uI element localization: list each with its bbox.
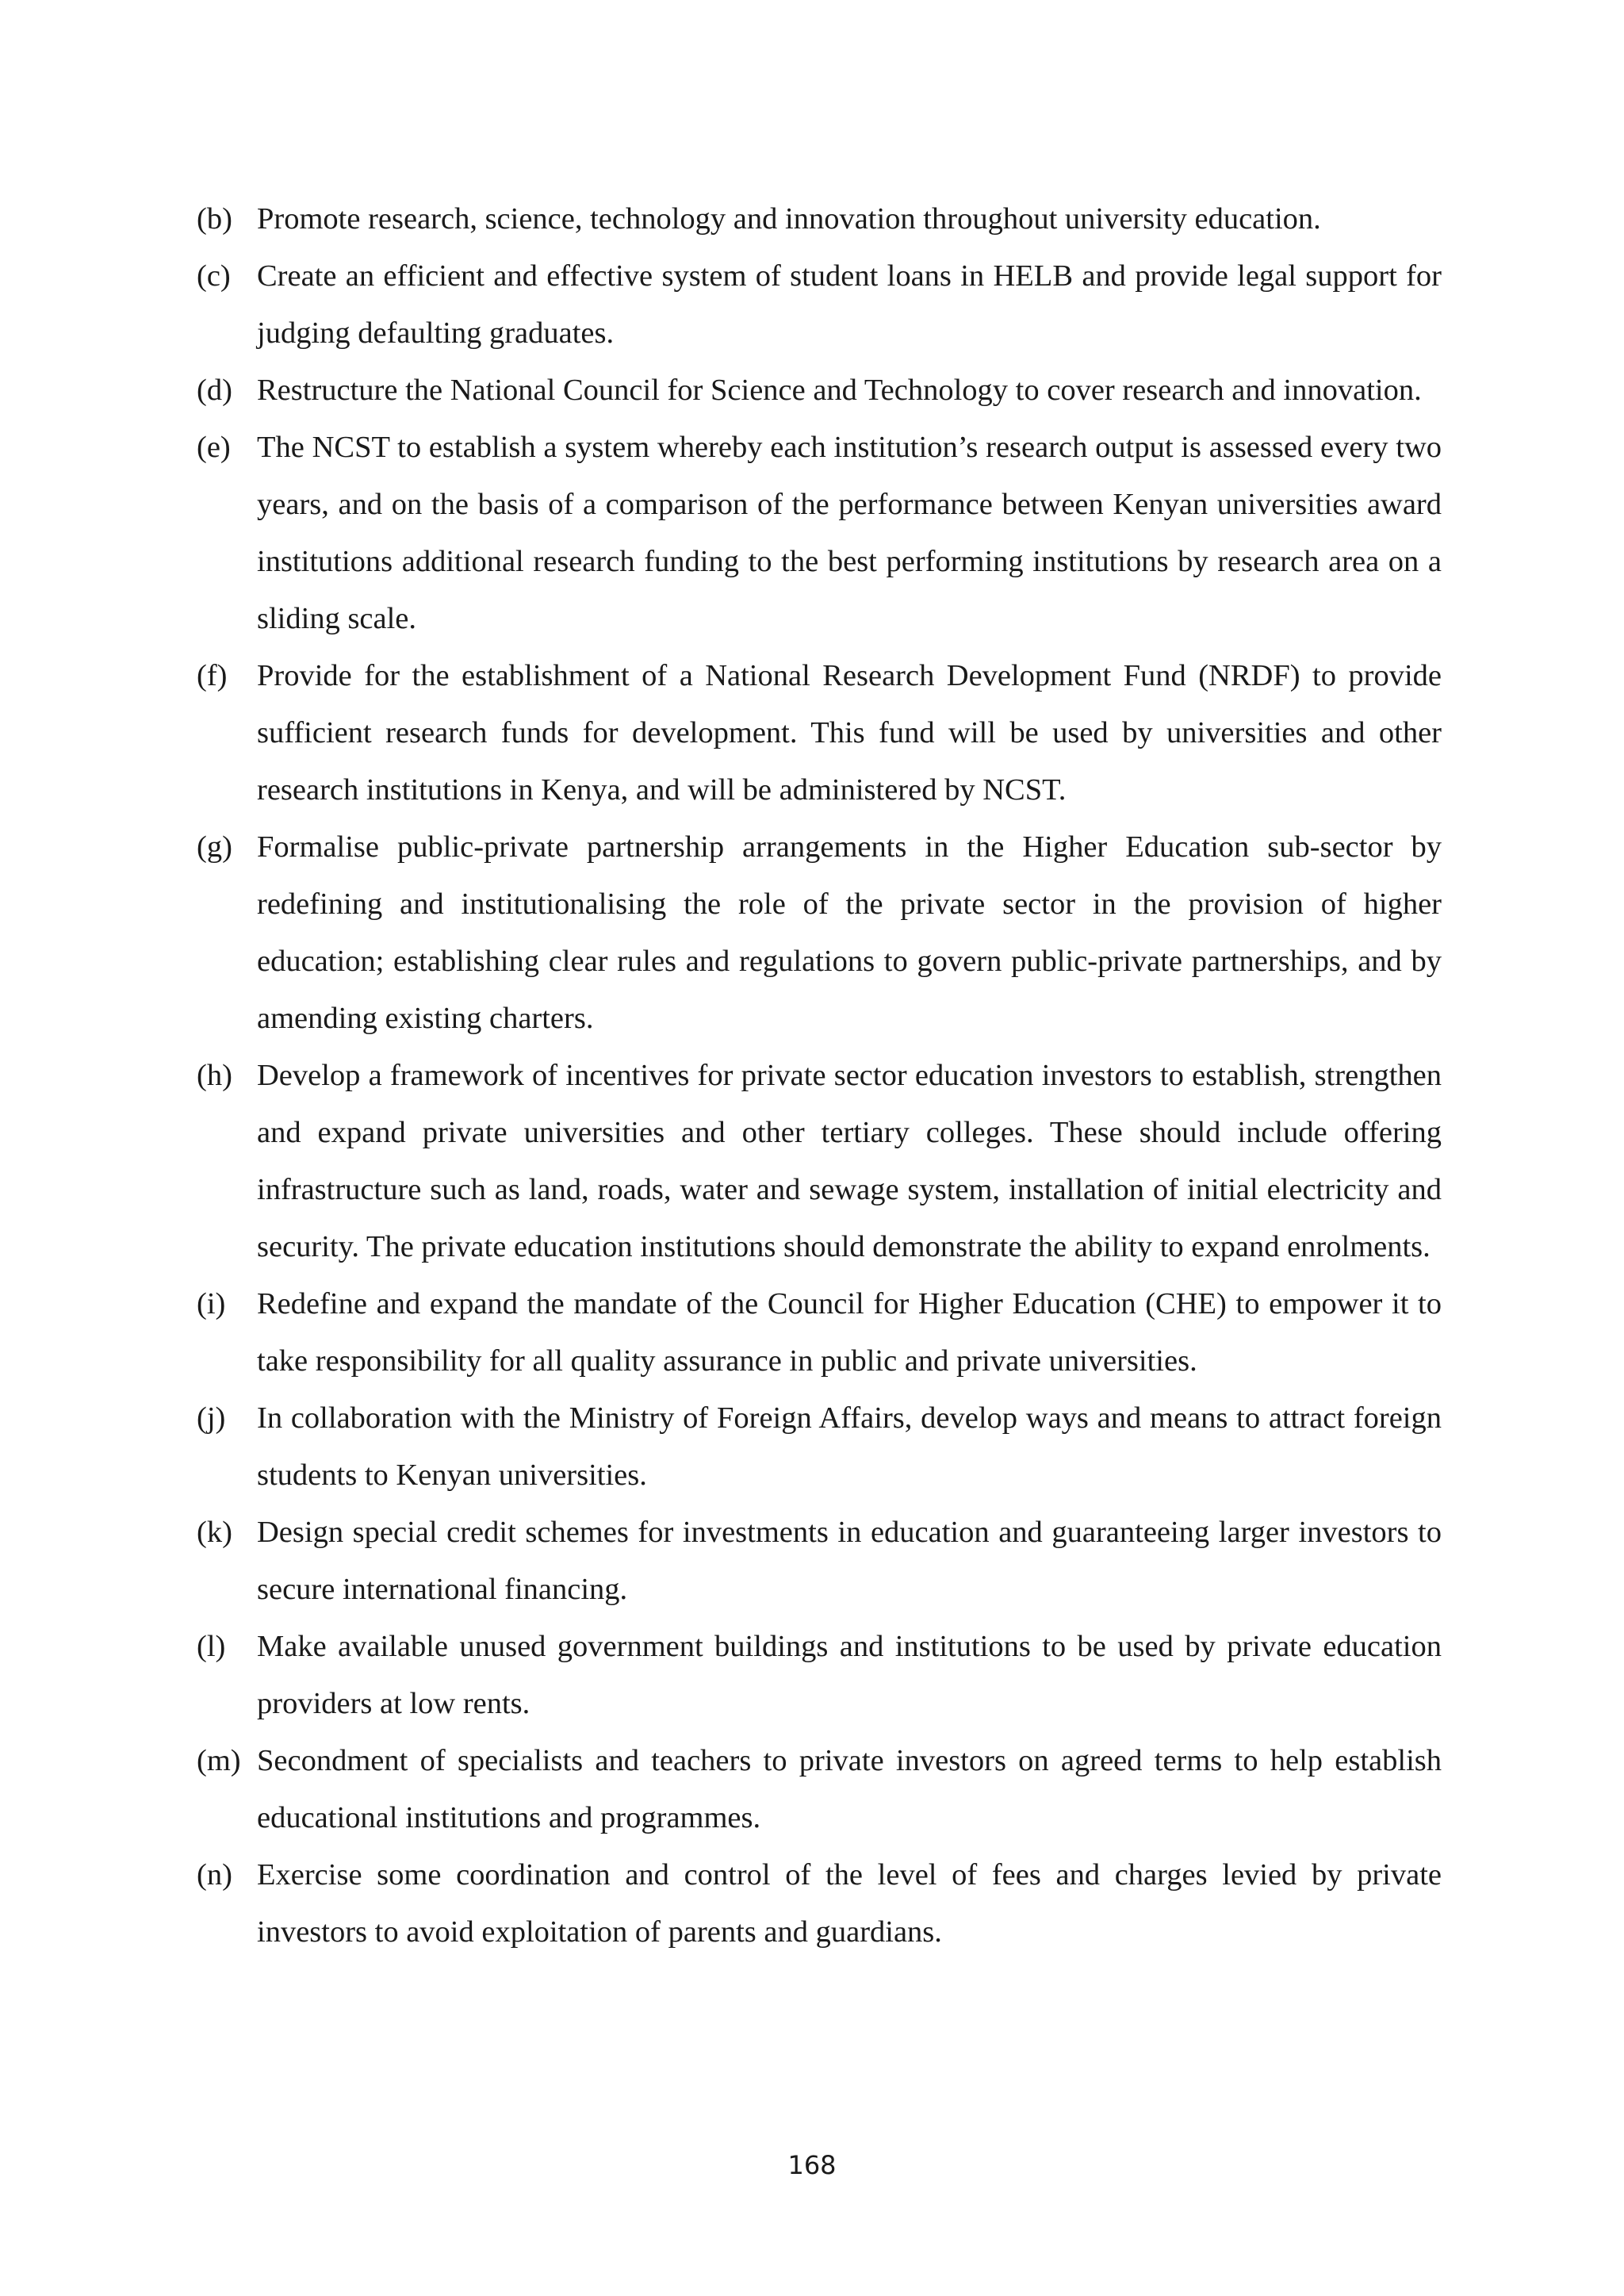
list-item-text: The NCST to establish a system whereby each institution’s research output is assessed every two years, and on the basis of a comparison of the performance between Kenyan universities award institutions additional research funding to the best performing institutions by research area on a sliding scale. (257, 431, 1442, 635)
list-item-marker: (i) (197, 1287, 226, 1320)
list-item-marker: (j) (197, 1401, 226, 1435)
list-item-text: Create an efficient and effective system of student loans in HELB and provide legal support for judging defaulting graduates. (257, 259, 1442, 350)
recommendation-list (197, 190, 1442, 1961)
list-item-marker: (c) (197, 259, 231, 293)
list-item (197, 647, 1442, 818)
list-item (197, 247, 1442, 362)
list-item-marker: (m) (197, 1744, 241, 1777)
list-item-marker: (l) (197, 1630, 226, 1663)
page-number: 168 (787, 2150, 837, 2180)
list-item (197, 190, 1442, 247)
list-item-text: Formalise public-private partnership arrangements in the Higher Education sub-sector by redefining and institutionalising the role of the private sector in the provision of higher education; establishing clear rules and regulations to govern public-private partnerships, and by amending existing charters. (257, 830, 1442, 1035)
list-item-marker: (g) (197, 830, 232, 864)
list-item-text: Design special credit schemes for investments in education and guaranteeing larger investors to secure international financing. (257, 1516, 1442, 1606)
list-item-marker: (b) (197, 202, 232, 236)
list-item-text: Make available unused government buildings and institutions to be used by private education providers at low rents. (257, 1630, 1442, 1720)
list-item (197, 1618, 1442, 1732)
list-item (197, 1275, 1442, 1389)
list-item (197, 1504, 1442, 1618)
list-item (197, 362, 1442, 419)
list-item (197, 1389, 1442, 1504)
list-item (197, 1732, 1442, 1846)
list-item-text: Exercise some coordination and control of the level of fees and charges levied by private investors to avoid exploitation of parents and guardians. (257, 1858, 1442, 1949)
list-item-marker: (f) (197, 659, 228, 692)
list-item-marker: (h) (197, 1059, 232, 1092)
list-item-text: Develop a framework of incentives for private sector education investors to establish, strengthen and expand private universities and other tertiary colleges. These should include offering infrastructure such as land, roads, water and sewage system, installation of initial electricity and security. The private education institutions should demonstrate the ability to expand enrolments. (257, 1059, 1442, 1263)
list-item-text: Provide for the establishment of a National Research Development Fund (NRDF) to provide sufficient research funds for development. This fund will be used by universities and other research institutions in Kenya, and will be administered by NCST. (257, 659, 1442, 807)
list-item (197, 1047, 1442, 1275)
list-item-text: Promote research, science, technology and innovation throughout university education. (257, 202, 1321, 236)
list-item-text: Redefine and expand the mandate of the Council for Higher Education (CHE) to empower it to take responsibility for all quality assurance in public and private universities. (257, 1287, 1442, 1378)
list-item (197, 1846, 1442, 1961)
list-item-text: Secondment of specialists and teachers to private investors on agreed terms to help establish educational institutions and programmes. (257, 1744, 1442, 1834)
list-item-text: In collaboration with the Ministry of Foreign Affairs, develop ways and means to attract foreign students to Kenyan universities. (257, 1401, 1442, 1492)
list-item-marker: (k) (197, 1516, 232, 1549)
list-item-marker: (n) (197, 1858, 232, 1892)
list-item-marker: (e) (197, 431, 231, 464)
list-item-text: Restructure the National Council for Science and Technology to cover research and innovation. (257, 374, 1422, 407)
list-item (197, 818, 1442, 1047)
list-item (197, 419, 1442, 647)
list-item-marker: (d) (197, 374, 232, 407)
